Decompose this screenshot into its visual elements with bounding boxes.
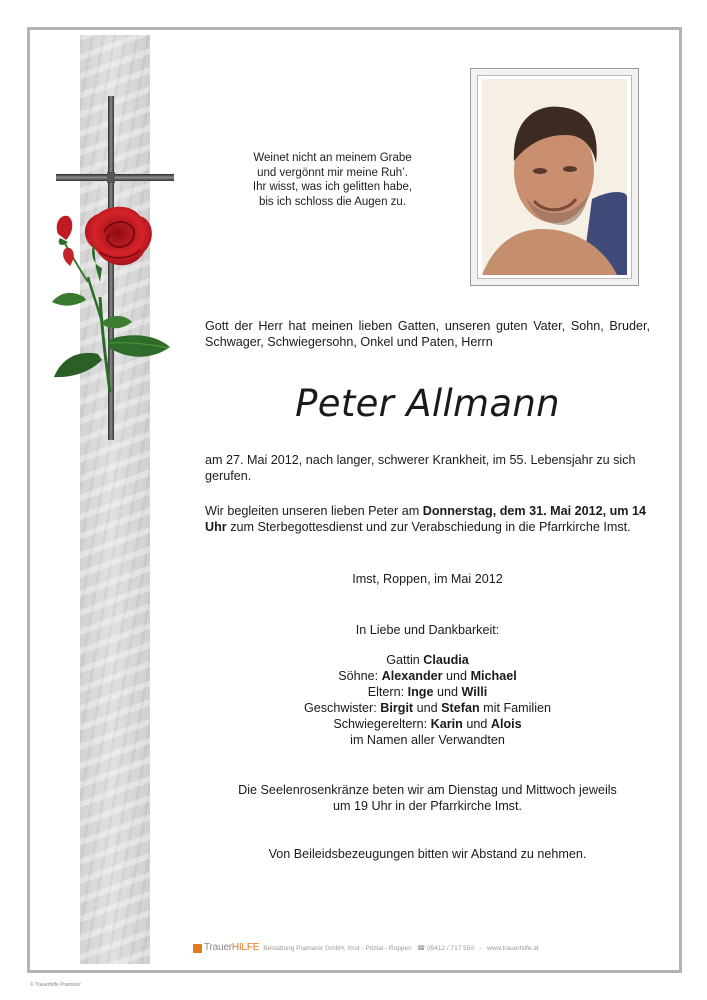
cross-with-rose-icon	[40, 92, 190, 442]
poem-line: Ihr wisst, was ich gelitten habe,	[252, 181, 413, 193]
service-info	[205, 503, 650, 535]
place-date: Imst, Roppen, im Mai 2012	[352, 572, 503, 586]
family-and: und	[413, 701, 442, 715]
family-member: Inge	[407, 685, 434, 699]
trauerhilfe-logo	[193, 942, 259, 953]
service-date: Donnerstag, dem 31. Mai 2012,	[422, 504, 607, 518]
copyright: © Trauerhilfe Pramarer	[30, 982, 81, 988]
family-member: Stefan	[441, 701, 480, 715]
family-inlaws	[205, 716, 650, 732]
intro-line: Gott der Herr hat meinen lieben Gatten, unseren guten Vater, Sohn, Bruder,	[205, 319, 650, 333]
family-relatives: im Namen aller Verwandten	[350, 733, 505, 747]
intro-line: Schwager, Schwiegersohn, Onkel und Paten, Herrn	[205, 335, 493, 349]
family-member: Karin	[430, 717, 463, 731]
poem-line: und vergönnt mir meine Ruh’.	[257, 166, 408, 179]
family-member: Willi	[461, 685, 488, 699]
thanks-heading: In Liebe und Dankbarkeit:	[355, 623, 500, 637]
intro-text	[205, 318, 650, 350]
service-post: zum Sterbegottesdienst und zur Verabschiedung in die Pfarrkirche Imst.	[226, 520, 631, 534]
family-parents	[205, 684, 650, 700]
poem-line: Weinet nicht an meinem Grabe	[253, 152, 412, 164]
condolence-note: Von Beileidsbezeugungen bitten wir Abstand zu nehmen.	[268, 847, 587, 861]
deceased-name: Peter Allmann	[295, 382, 560, 425]
brand-part-1: Trauer	[204, 942, 232, 953]
portrait-photo	[482, 79, 627, 275]
poem-line: bis ich schloss die Augen zu.	[258, 195, 407, 208]
family-member: Alois	[490, 717, 522, 731]
trauerhilfe-logo-icon	[193, 944, 202, 953]
death-notice: am 27. Mai 2012, nach langer, schwerer Krankheit, im 55. Lebensjahr zu sich gerufen.	[205, 453, 636, 483]
family-siblings	[205, 700, 650, 716]
family-list	[205, 652, 650, 748]
family-suffix: mit Familien	[479, 701, 552, 715]
portrait-frame	[470, 68, 639, 286]
family-label: Schwiegereltern:	[333, 717, 431, 731]
family-sons	[205, 668, 650, 684]
service-pre: Wir begleiten unseren lieben Peter am	[205, 504, 423, 518]
footer	[193, 942, 643, 956]
rosary-line: Die Seelenrosenkränze beten wir am Dienstag und Mittwoch jeweils	[238, 783, 617, 797]
poem	[225, 151, 440, 209]
rosary-info	[205, 782, 650, 814]
family-label: Eltern:	[367, 685, 408, 699]
footer-contact: Bestattung Pramarer GmbH, Imst - Pitztal - Roppen ☎ 05412 / 717 550 - www.trauerhilfe.at	[263, 944, 539, 952]
service-time: um 14 Uhr	[205, 504, 647, 534]
family-member: Michael	[470, 669, 517, 683]
family-and: und	[462, 717, 491, 731]
family-member: Alexander	[381, 669, 443, 683]
brand-part-2: HILFE	[231, 942, 260, 953]
family-label: Gattin	[386, 653, 424, 667]
family-and: und	[433, 685, 462, 699]
family-and: und	[442, 669, 471, 683]
family-spouse	[205, 652, 650, 668]
family-label: Geschwister:	[303, 701, 381, 715]
family-member: Claudia	[423, 653, 469, 667]
family-member: Birgit	[380, 701, 414, 715]
family-label: Söhne:	[338, 669, 382, 683]
rosary-line: um 19 Uhr in der Pfarrkirche Imst.	[333, 799, 522, 813]
